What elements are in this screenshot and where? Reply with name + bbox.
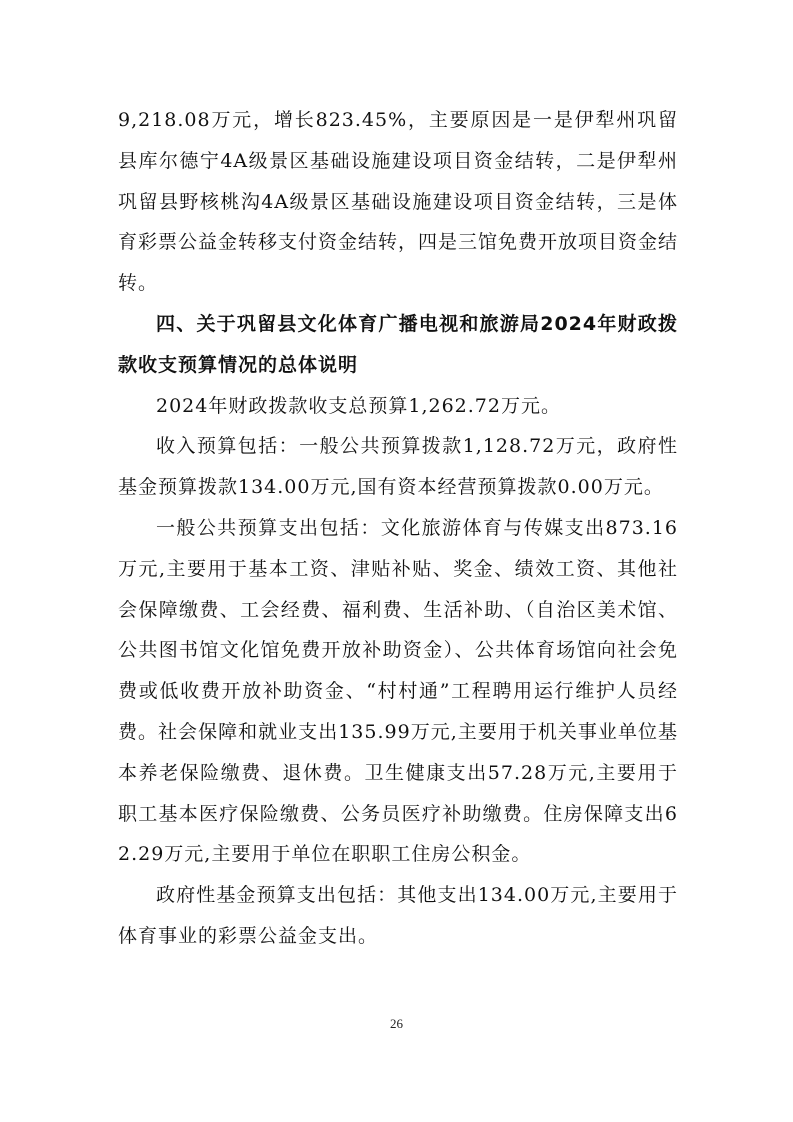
- paragraph-continuation: 9,218.08万元，增长823.45%，主要原因是一是伊犁州巩留县库尔德宁4A级景区基础设施建设项目资金结转，二是伊犁州巩留县野核桃沟4A级景区基础设施建设项目资金结转，三是体育彩票公益金转移支付资金结转，四是三馆免费开放项目资金结转。: [118, 109, 679, 295]
- page-body: [118, 100, 678, 957]
- paragraph-general-expenditure: 一般公共预算支出包括：文化旅游体育与传媒支出873.16万元,主要用于基本工资、津贴补贴、奖金、绩效工资、其他社会保障缴费、工会经费、福利费、生活补助、（自治区美术馆、公共图书馆文化馆免费开放补助资金）、公共体育场馆向社会免费或低收费开放补助资金、“村村通”工程聘用运行维护人员经费。社会保障和就业支出135.99万元,主要用于机关事业单位基本养老保险缴费、退休费。卫生健康支出57.28万元,主要用于职工基本医疗保险缴费、公务员医疗补助缴费。住房保障支出62.29万元,主要用于单位在职职工住房公积金。: [118, 516, 678, 866]
- page-number: 26: [390, 1016, 403, 1031]
- paragraph-total-budget: 2024年财政拨款收支总预算1,262.72万元。: [156, 394, 561, 417]
- paragraph-fund-expenditure: 政府性基金预算支出包括：其他支出134.00万元,主要用于体育事业的彩票公益金支出。: [118, 884, 678, 947]
- paragraph-income-budget: 收入预算包括：一般公共预算拨款1,128.72万元，政府性基金预算拨款134.00万元,国有资本经营预算拨款0.00万元。: [118, 435, 678, 499]
- section-heading: 四、关于巩留县文化体育广播电视和旅游局2024年财政拨款收支预算情况的总体说明: [118, 312, 678, 376]
